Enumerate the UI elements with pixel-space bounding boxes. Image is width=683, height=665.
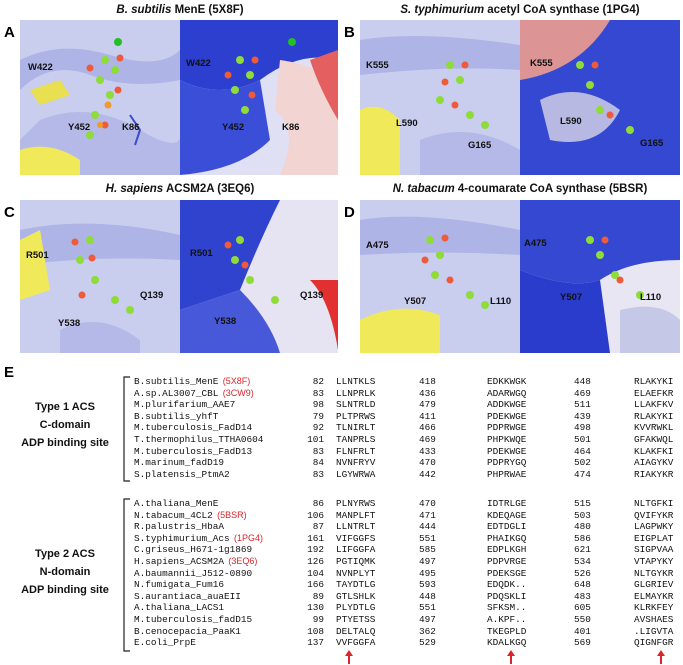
position-number: 130	[307, 602, 324, 614]
sequence-segment: LLNTRLT	[336, 521, 376, 533]
position-number: 87	[312, 521, 324, 533]
position-number: 86	[312, 498, 324, 509]
sequence-segment: TKEGPLD	[487, 625, 527, 637]
position-number: 621	[574, 544, 591, 556]
position-number: 418	[419, 376, 436, 387]
sequence-segment: KDALKGQ	[487, 637, 527, 649]
sequence-name: N.tabacum_4CL2	[134, 509, 213, 521]
residue-label: K555	[530, 58, 553, 69]
structure-cartoon-a	[20, 20, 180, 175]
sequence-segment: RLAKYKI	[634, 410, 674, 422]
position-number: 585	[419, 544, 436, 556]
sequence-segment: NLTGFKI	[634, 498, 674, 509]
sequence-segment: EDKKWGK	[487, 376, 527, 387]
sequence-name: S.typhimurium_Acs	[134, 532, 230, 544]
residue-label: Q139	[140, 290, 164, 301]
sequence-segment: LAGPWKY	[634, 521, 674, 533]
sequence-segment: DELTALQ	[336, 625, 376, 637]
sequence-name: B.cenocepacia_PaaK1	[134, 625, 241, 637]
position-number: 166	[307, 579, 324, 591]
position-number: 192	[307, 544, 324, 556]
sequence-name: M.tuberculosis_fadD15	[134, 613, 253, 625]
position-number: 104	[307, 567, 324, 579]
position-number: 82	[312, 376, 324, 387]
position-number: 442	[419, 468, 436, 480]
position-number: 470	[419, 498, 436, 509]
position-number: 106	[307, 509, 324, 521]
position-number: 448	[574, 376, 591, 387]
position-number: 433	[419, 445, 436, 457]
residue-label: Y538	[214, 316, 237, 327]
structure-surface-b	[520, 20, 680, 175]
position-number: 108	[307, 625, 324, 637]
conserved-site-arrow	[656, 650, 666, 664]
sequence-name: E.coli_PrpE	[134, 637, 196, 649]
sequence-segment: LGYWRWA	[336, 468, 376, 480]
residue-label: W422	[186, 58, 211, 69]
position-number: 470	[419, 457, 436, 469]
position-number: 497	[419, 613, 436, 625]
sequence-segment: TLNIRLT	[336, 422, 376, 434]
sequence-segment: EDPLKGH	[487, 544, 527, 556]
structure-cartoon-b	[360, 20, 520, 175]
sequence-segment: RIAKYKR	[634, 468, 674, 480]
position-number: 84	[312, 457, 324, 469]
position-number: 551	[419, 532, 436, 544]
residue-label: Y507	[404, 296, 427, 307]
position-number: 498	[574, 422, 591, 434]
sequence-segment: SLNTRLD	[336, 399, 376, 411]
sequence-name: M.tuberculosis_FadD14	[134, 422, 253, 434]
sequence-segment: PHPKWQE	[487, 433, 527, 445]
residue-label: L590	[396, 118, 418, 129]
sequence-name: M.marinum_fadD19	[134, 457, 225, 469]
panel-letter-c: C	[4, 204, 15, 221]
sequence-segment: KLRKFEY	[634, 602, 674, 614]
sequence-segment: PGTIQMK	[336, 555, 376, 567]
sequence-segment: QIGNFGR	[634, 637, 674, 649]
position-number: 593	[419, 579, 436, 591]
sequence-segment: PLNYRWS	[336, 498, 376, 509]
position-number: 101	[307, 433, 324, 445]
sequence-segment: TAYDTLG	[336, 579, 376, 591]
position-number: 469	[574, 387, 591, 399]
sequence-segment: SFKSM..	[487, 602, 527, 614]
sequence-segment: PHPRWAE	[487, 468, 527, 480]
structure-surface-c	[180, 200, 338, 353]
pdb-tag: (1PG4)	[234, 532, 264, 543]
residue-label: K555	[366, 60, 389, 71]
position-number: 534	[574, 555, 591, 567]
sequence-segment: GLGRIEV	[634, 579, 674, 591]
sequence-segment: ELMAYKR	[634, 590, 674, 602]
position-number: 137	[307, 637, 324, 649]
sequence-segment: AIAGYKV	[634, 457, 674, 469]
position-number: 464	[574, 445, 591, 457]
sequence-segment: ADARWGQ	[487, 387, 527, 399]
sequence-segment: NLTGYKR	[634, 567, 674, 579]
sequence-segment: VVFGGFA	[336, 637, 376, 649]
residue-label: W422	[28, 62, 53, 73]
position-number: 79	[312, 410, 324, 422]
sequence-segment: EIGPLAT	[634, 532, 674, 544]
residue-label: L110	[490, 296, 512, 307]
residue-label: G165	[468, 140, 492, 151]
sequence-segment: LLNPRLK	[336, 387, 376, 399]
position-number: 444	[419, 521, 436, 533]
position-number: 469	[419, 433, 436, 445]
position-number: 526	[574, 567, 591, 579]
structure-surface-d	[520, 200, 680, 353]
structure-surface-a	[180, 20, 338, 175]
sequence-name: M.plurifarium_AAE7	[134, 399, 236, 411]
residue-label: L590	[560, 116, 582, 127]
sequence-name: A.baumannii_J512-0890	[134, 567, 253, 579]
sequence-name: R.palustris_HbaA	[134, 521, 225, 533]
sequence-name: H.sapiens_ACSM2A	[134, 555, 225, 567]
residue-label: A475	[524, 238, 547, 249]
panel-letter-d: D	[344, 204, 355, 221]
sequence-segment: VIFGGFS	[336, 532, 376, 544]
residue-label: Y507	[560, 292, 583, 303]
residue-label: L110	[640, 292, 662, 303]
sequence-segment: ELAEFKR	[634, 387, 674, 399]
sequence-name: A.sp.AL3007_CBL	[134, 387, 219, 399]
sequence-segment: LIFGGFA	[336, 544, 376, 556]
position-number: 83	[312, 468, 324, 480]
position-number: 586	[574, 532, 591, 544]
panel-a-title: B. subtilis MenE (5X8F)	[116, 4, 244, 16]
sequence-segment: PHAIKGQ	[487, 532, 527, 544]
position-number: 480	[574, 521, 591, 533]
sequence-segment: PDQSKLI	[487, 590, 527, 602]
sequence-segment: TANPRLS	[336, 433, 376, 445]
position-number: 466	[419, 422, 436, 434]
position-number: 503	[574, 509, 591, 521]
type1-bracket	[120, 376, 132, 482]
position-number: 511	[574, 399, 591, 411]
residue-label: K86	[282, 122, 300, 133]
position-number: 92	[312, 422, 324, 434]
conserved-site-arrow	[506, 650, 516, 664]
panel-letter-b: B	[344, 24, 355, 41]
pdb-tag: (3EQ6)	[228, 555, 258, 566]
position-number: 99	[312, 613, 324, 625]
residue-label: R501	[26, 250, 49, 261]
residue-label: A475	[366, 240, 389, 251]
panel-letter-a: A	[4, 24, 15, 41]
position-number: 89	[312, 590, 324, 602]
sequence-segment: NVNPLYT	[336, 567, 376, 579]
sequence-name: S.aurantiaca_auaEII	[134, 590, 241, 602]
panel-letter-e: E	[4, 364, 15, 381]
sequence-segment: LLAKFKV	[634, 399, 674, 411]
conserved-site-arrow	[344, 650, 354, 664]
sequence-name: B.subtilis_MenE	[134, 376, 219, 387]
sequence-segment: QVIFYKR	[634, 509, 674, 521]
sequence-segment: RLAKYKI	[634, 376, 674, 387]
type1-label: Type 1 ACS C-domain ADP binding site	[21, 401, 109, 449]
sequence-segment: NVNFRYV	[336, 457, 376, 469]
position-number: 83	[312, 387, 324, 399]
sequence-segment: EDQDK..	[487, 579, 527, 591]
sequence-segment: PDEKSGE	[487, 567, 527, 579]
residue-label: R501	[190, 248, 213, 259]
panel-c-title: H. sapiens ACSM2A (3EQ6)	[105, 183, 255, 195]
type2-label: Type 2 ACS N-domain ADP binding site	[21, 548, 109, 596]
position-number: 83	[312, 445, 324, 457]
sequence-segment: A.KPF..	[487, 613, 527, 625]
sequence-segment: PLTPRWS	[336, 410, 376, 422]
sequence-segment: PTYETSS	[336, 613, 376, 625]
sequence-segment: PDEKWGE	[487, 410, 527, 422]
position-number: 501	[574, 433, 591, 445]
sequence-segment: FLNFRLT	[336, 445, 376, 457]
sequence-segment: EDTDGLI	[487, 521, 527, 533]
residue-label: Y538	[58, 318, 81, 329]
position-number: 497	[419, 555, 436, 567]
sequence-segment: MANPLFT	[336, 509, 376, 521]
residue-label: G165	[640, 138, 664, 149]
pdb-tag: (5BSR)	[217, 509, 247, 520]
pdb-tag: (5X8F)	[222, 376, 251, 386]
position-number: 126	[307, 555, 324, 567]
sequence-name: A.thaliana_MenE	[134, 498, 219, 509]
sequence-name: N.fumigata_Fum16	[134, 579, 225, 591]
sequence-segment: KLAKFKI	[634, 445, 674, 457]
sequence-segment: KDEQAGE	[487, 509, 527, 521]
sequence-segment: PDEKWGE	[487, 445, 527, 457]
sequence-name: C.griseus_H671-1g1869	[134, 544, 253, 556]
sequence-segment: LLNTKLS	[336, 376, 376, 387]
position-number: 401	[574, 625, 591, 637]
sequence-segment: GTLSHLK	[336, 590, 376, 602]
residue-label: Y452	[222, 122, 245, 133]
sequence-segment: IDTRLGE	[487, 498, 527, 509]
position-number: 551	[419, 602, 436, 614]
sequence-segment: GFAKWQL	[634, 433, 674, 445]
position-number: 161	[307, 532, 324, 544]
sequence-segment: .LIGVTA	[634, 625, 674, 637]
sequence-name: A.thaliana_LACS1	[134, 602, 225, 614]
panel-b-title: S. typhimurium acetyl CoA synthase (1PG4)	[400, 4, 640, 16]
panel-d-title: N. tabacum 4-coumarate CoA synthase (5BSR)	[392, 183, 648, 195]
position-number: 448	[419, 590, 436, 602]
sequence-name: T.thermophilus_TTHA0604	[134, 433, 264, 445]
position-number: 550	[574, 613, 591, 625]
sequence-segment: PDPVRGE	[487, 555, 527, 567]
sequence-name: B.subtilis_yhfT	[134, 410, 219, 422]
position-number: 471	[419, 509, 436, 521]
position-number: 411	[419, 410, 436, 422]
sequence-segment: PDPRWGE	[487, 422, 527, 434]
residue-label: K86	[122, 122, 140, 133]
type2-bracket	[120, 498, 132, 652]
sequence-segment: KVVRWKL	[634, 422, 674, 434]
structure-cartoon-d	[360, 200, 520, 353]
sequence-segment: PLYDTLG	[336, 602, 376, 614]
position-number: 436	[419, 387, 436, 399]
position-number: 495	[419, 567, 436, 579]
position-number: 648	[574, 579, 591, 591]
residue-label: Y452	[68, 122, 91, 133]
pdb-tag: (3CW9)	[222, 387, 254, 398]
position-number: 569	[574, 637, 591, 649]
position-number: 439	[574, 410, 591, 422]
sequence-name: M.tuberculosis_FadD13	[134, 445, 253, 457]
sequence-segment: SIGPVAA	[634, 544, 674, 556]
position-number: 605	[574, 602, 591, 614]
position-number: 474	[574, 468, 591, 480]
sequence-segment: VTAPYKY	[634, 555, 674, 567]
position-number: 529	[419, 637, 436, 649]
position-number: 98	[312, 399, 324, 411]
position-number: 479	[419, 399, 436, 411]
position-number: 483	[574, 590, 591, 602]
position-number: 515	[574, 498, 591, 509]
position-number: 362	[419, 625, 436, 637]
sequence-segment: AVSHAES	[634, 613, 674, 625]
sequence-segment: ADDKWGE	[487, 399, 527, 411]
sequence-segment: PDPRYGQ	[487, 457, 527, 469]
sequence-name: S.platensis_PtmA2	[134, 468, 230, 480]
residue-label: Q139	[300, 290, 324, 301]
structure-cartoon-c	[20, 200, 180, 353]
position-number: 502	[574, 457, 591, 469]
